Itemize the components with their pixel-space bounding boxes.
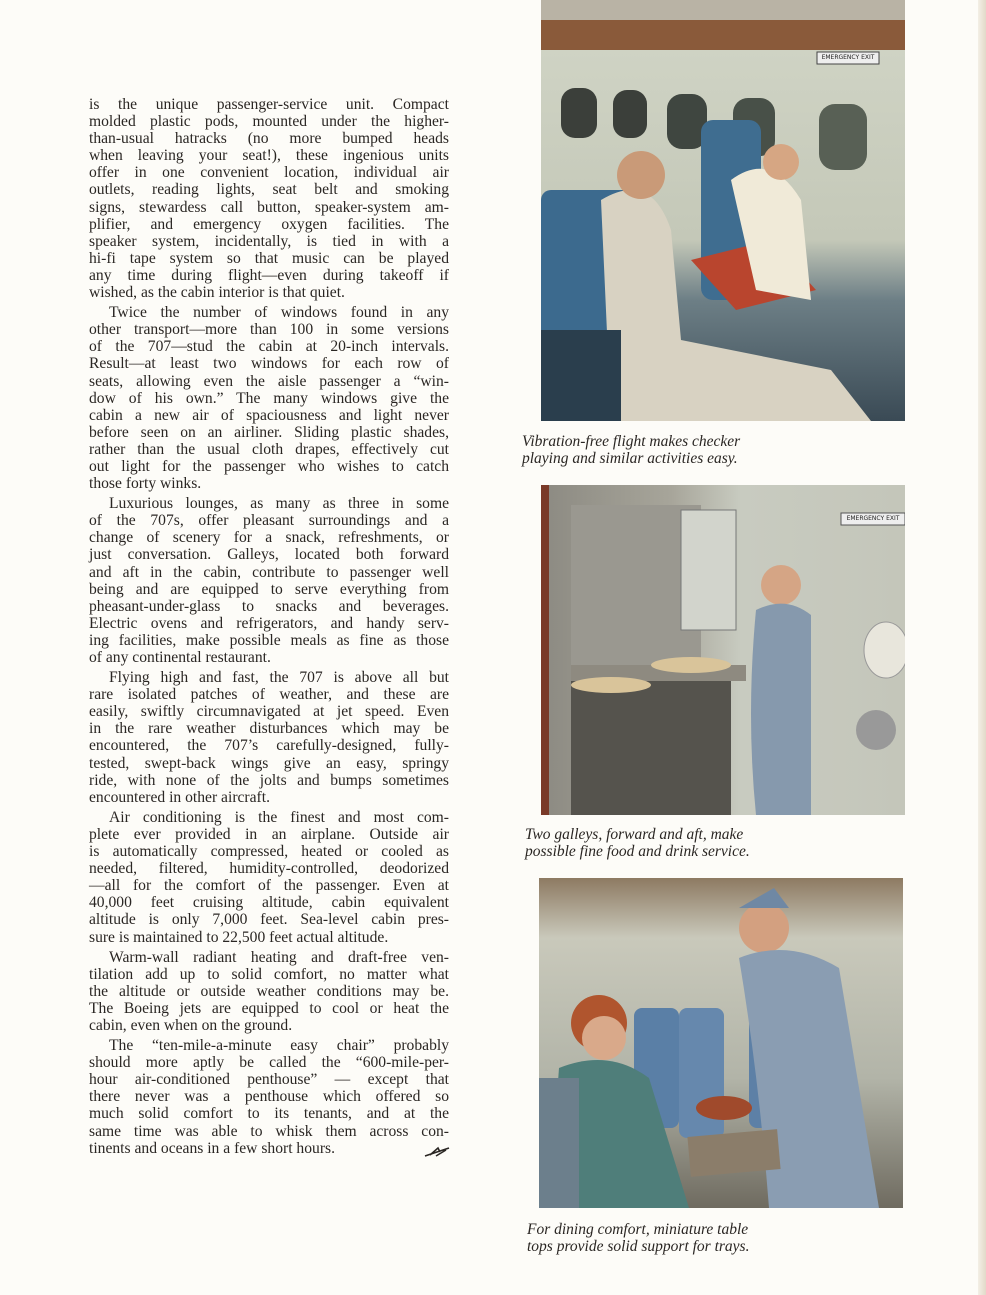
caption-checkers	[522, 433, 740, 467]
text-line: encountered in other aircraft.	[89, 788, 270, 806]
photo-galley-image	[541, 485, 905, 815]
text-line: encountered, the 707’s carefully-designed, fully-	[89, 737, 449, 755]
text-line: hi-fi tape system so that music can be played	[89, 249, 449, 267]
text-line: much solid comfort to its tenants, and at the	[89, 1105, 449, 1123]
text-line: should more aptly be called the “600-mile-per-	[89, 1054, 449, 1072]
photo-dining-image	[539, 878, 903, 1208]
text-line: ing facilities, make possible meals as fine as those	[89, 631, 449, 649]
text-line: same time was able to whisk them across con-	[89, 1122, 449, 1140]
caption-line: possible fine food and drink service.	[525, 843, 750, 860]
emergency-exit-sign: EMERGENCY EXIT	[821, 54, 875, 61]
text-line: Flying high and fast, the 707 is above all but	[109, 669, 449, 687]
text-line: molded plastic pods, mounted under the higher-	[89, 113, 449, 131]
text-line: in the rare weather disturbances which may be	[89, 720, 449, 738]
boeing-end-mark-icon	[424, 1146, 450, 1158]
text-line: seats, allowing even the aisle passenger a “win-	[89, 372, 449, 390]
text-line: and aft in the cabin, contribute to passenger well	[89, 563, 449, 581]
caption-line: Vibration-free flight makes checker	[522, 433, 741, 450]
text-line: the altitude or outside weather conditions may be.	[89, 982, 449, 1000]
text-line: Twice the number of windows found in any	[109, 304, 449, 322]
text-line: needed, filtered, humidity-controlled, deodorized	[89, 860, 449, 878]
text-line: just conversation. Galleys, located both forward	[89, 546, 449, 564]
text-line: pheasant-under-glass to snacks and beverages.	[89, 597, 449, 615]
caption-line: For dining comfort, miniature table	[527, 1221, 749, 1238]
text-line: tinents and oceans in a few short hours.	[89, 1139, 335, 1157]
caption-dining	[527, 1221, 749, 1255]
paragraph	[89, 304, 449, 492]
paragraph	[89, 669, 449, 806]
emergency-exit-sign: EMERGENCY EXIT	[846, 515, 900, 522]
text-line: easily, swiftly circumnavigated at jet speed. Even	[89, 703, 449, 721]
text-line: Air conditioning is the finest and most com-	[109, 808, 449, 826]
caption-line: Two galleys, forward and aft, make	[525, 826, 744, 843]
body-text	[89, 96, 449, 1160]
text-line: of any continental restaurant.	[89, 649, 271, 666]
text-line: altitude is only 7,000 feet. Sea-level cabin pres-	[89, 911, 449, 929]
text-line: rather than the usual cloth drapes, effectively cut	[89, 440, 449, 458]
text-line: when leaving your seat!), these ingenious units	[89, 147, 449, 165]
text-line: Warm-wall radiant heating and draft-free ven-	[109, 948, 449, 966]
text-line: Result—at least two windows for each row of	[89, 355, 449, 373]
text-line: those forty winks.	[89, 475, 202, 493]
text-line: plifier, and emergency oxygen facilities. The	[89, 215, 449, 233]
text-line: of the 707s, offer pleasant surroundings and a	[89, 512, 449, 530]
text-line: cabin a new air of spaciousness and light never	[89, 406, 449, 424]
text-line: change of scenery for a snack, refreshments, or	[89, 529, 449, 547]
photo-galley	[541, 485, 905, 815]
text-line: any time during flight—even during takeoff if	[89, 266, 449, 284]
text-line: Electric ovens and refrigerators, and handy serv-	[89, 614, 449, 632]
text-line: offer in one convenient location, individual air	[89, 164, 449, 182]
text-line: is the unique passenger-service unit. Compact	[89, 96, 449, 113]
text-line: wished, as the cabin interior is that quiet.	[89, 284, 345, 302]
text-line: before seen on an airliner. Sliding plastic shades,	[89, 423, 449, 441]
paragraph	[89, 96, 449, 301]
text-line: tilation add up to solid comfort, no matter what	[89, 965, 449, 983]
photo-dining	[539, 878, 903, 1208]
text-line: 40,000 feet cruising altitude, cabin equivalent	[89, 894, 449, 912]
text-line: tested, swept-back wings give an easy, springy	[89, 754, 449, 772]
text-line: hour air-conditioned penthouse” — except that	[89, 1071, 449, 1089]
caption-line: playing and similar activities easy.	[522, 450, 738, 467]
text-line: rare isolated patches of weather, and these are	[89, 686, 449, 704]
text-line: plete ever provided in an airplane. Outside air	[89, 825, 449, 843]
text-line: of the 707—stud the cabin at 20-inch intervals.	[89, 338, 449, 356]
paragraph	[89, 809, 449, 946]
text-line: Luxurious lounges, as many as three in some	[109, 495, 449, 513]
text-line: ride, with none of the jolts and bumps sometimes	[89, 771, 449, 789]
text-line: dow of his own.” The many windows give the	[89, 389, 449, 407]
photo-checkers-image	[541, 0, 905, 421]
text-line: outlets, reading lights, seat belt and smoking	[89, 181, 449, 199]
text-line: The “ten-mile-a-minute easy chair” probably	[109, 1037, 449, 1055]
paragraph	[89, 949, 449, 1034]
text-line: The Boeing jets are equipped to cool or heat the	[89, 999, 449, 1017]
text-line: cabin, even when on the ground.	[89, 1016, 293, 1034]
text-line: out light for the passenger who wishes to catch	[89, 457, 449, 475]
text-line: there never was a penthouse which offered so	[89, 1088, 449, 1106]
photo-checkers	[541, 0, 905, 421]
paragraph	[89, 495, 449, 666]
caption-galley	[525, 826, 750, 860]
text-line: sure is maintained to 22,500 feet actual altitude.	[89, 928, 389, 946]
text-line: than-usual hatracks (no more bumped heads	[89, 130, 449, 148]
paragraph	[89, 1037, 449, 1157]
text-line: speaker system, incidentally, is tied in with a	[89, 232, 449, 250]
text-line: being and are equipped to serve everything from	[89, 580, 449, 598]
text-line: signs, stewardess call button, speaker-system am-	[89, 198, 449, 216]
page-edge	[978, 0, 986, 1295]
caption-line: tops provide solid support for trays.	[527, 1238, 750, 1255]
text-line: is automatically compressed, heated or cooled as	[89, 843, 449, 861]
text-line: —all for the comfort of the passenger. Even at	[89, 877, 449, 895]
text-line: other transport—more than 100 in some versions	[89, 321, 449, 339]
